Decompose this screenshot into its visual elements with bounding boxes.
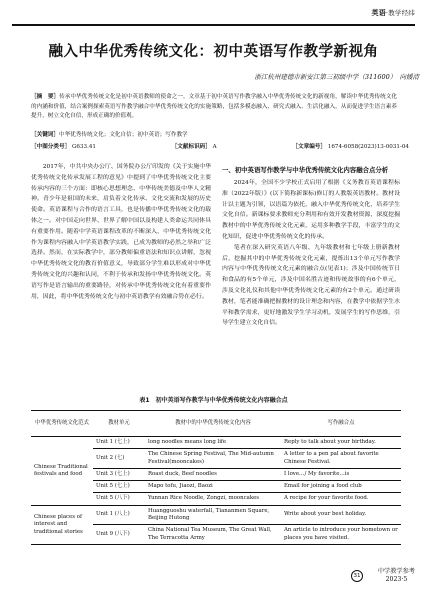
clc-value: G633.41	[71, 144, 96, 150]
doc-label: ［文献标识码］	[171, 144, 211, 150]
abstract-label: ［摘 要］	[31, 94, 60, 100]
header-rule	[12, 24, 415, 26]
table-row	[31, 437, 401, 449]
art-field	[292, 142, 409, 150]
author-line: 浙江杭州建德市新安江第三初级中学（311600） 向媛清	[254, 73, 419, 81]
journal-name: 中学教学参考	[377, 568, 415, 575]
journal-issue: 2023·5	[385, 576, 408, 583]
unit-cell: Unit 9 (八下)	[93, 525, 145, 545]
table-header-cell: 教材中的中华优秀传统文化内容	[145, 411, 281, 437]
unit-cell: Unit 5 (七上)	[93, 481, 145, 493]
unit-cell: Unit 2 (七)	[93, 449, 145, 469]
content-cell: Mapo tofu, Jiaozi, Baozi	[145, 481, 281, 493]
clc-label: ［中图分类号］	[31, 144, 71, 150]
category-cell: Chinese Traditional festivals and food	[31, 437, 93, 506]
table-row	[31, 505, 401, 525]
point-cell: Write about your best holiday.	[281, 505, 401, 525]
right-paragraph: 笔者在深入研究英语八年级、九年级教材和七年级上册新教材后，挖掘其中的中华优秀传统文化元素，提炼出13个单元写作教学内容与中华优秀传统文化元素的融合点(见表1)；涉及中国传统节日和食品的有5个单元，涉及中国名胜古迹和传统故事的有6个单元，涉及文化礼仪和其他中华优秀传统文化元素的有2个单元。通过研读教材，笔者能准确把握教材的设计理念和内容，在教学中依据学生水平和教学需求，更好地激发学生学习动机，发展学生的写作思维，引导学生建立文化自信。	[222, 244, 400, 327]
left-column	[31, 162, 211, 302]
category-cell: Chinese places of interest and traditional stories	[31, 505, 93, 544]
point-cell: A recipe for your favorite food.	[281, 493, 401, 505]
art-value: 1674-6058(2023)13-0031-04	[327, 144, 409, 150]
keywords	[31, 131, 397, 141]
content-cell: Yunnan Rice Noodle, Zongzi, mooncakes	[145, 493, 281, 505]
art-label: ［文章编号］	[292, 144, 326, 150]
section-name: 英语	[371, 9, 386, 17]
unit-cell: Unit 1 (七上)	[93, 437, 145, 449]
unit-cell: Unit 3 (七上)	[93, 468, 145, 480]
section-header	[372, 8, 415, 18]
page-number: 31	[351, 570, 363, 582]
content-cell: Roast duck, Beef noodles	[145, 468, 281, 480]
unit-cell: Unit 5 (八下)	[93, 493, 145, 505]
content-cell: China National Tea Museum, The Great Wall, The Terracotta Army	[145, 525, 281, 545]
content-cell: Huangguoshu waterfall, Tiananmen Square, Beijing Hutong	[145, 505, 281, 525]
content-cell: The Chinese Spring Festival, The Mid-autumn Festival(mooncakes)	[145, 449, 281, 469]
doc-value: A	[212, 144, 217, 150]
abstract	[31, 93, 397, 122]
classification-row	[31, 142, 409, 150]
doc-field	[172, 142, 217, 150]
table-header-cell: 中华优秀传统文化范式	[31, 411, 93, 437]
clc-field	[31, 142, 96, 150]
table-header-cell: 教材单元	[93, 411, 145, 437]
section-heading: 一、初中英语写作教学与中华优秀传统文化内容融合点分析	[222, 166, 389, 174]
keywords-label: ［关键词］	[31, 132, 59, 138]
content-cell: long noodles means long life	[145, 437, 281, 449]
keywords-text: 中华优秀传统文化；文化自信；初中英语；写作教学	[58, 132, 188, 138]
subsection-name: ·教学经纬	[385, 9, 415, 17]
unit-cell: Unit 1 (八上)	[93, 505, 145, 525]
point-cell: Reply to talk about your birthday.	[281, 437, 401, 449]
point-cell: I love…/ My favorite…is	[281, 468, 401, 480]
table-header-row	[31, 411, 401, 437]
point-cell: An article to introduce your hometown or places you have visited.	[281, 525, 401, 545]
right-paragraph: 2024年，全国不少学校正式启用了根据《义务教育英语课程标准（2022年版）》(以下简称新课标)修订的人教版英语教材。教材设计以主题为引领，以语篇为依托，融入中华优秀传统文化，培养学生文化自信。新课标要求教师充分利用和有效开发教材资源，深度挖掘教材中的中华优秀传统文化元素，运用多种教学手段，丰富学生的文化知识，促进中华优秀传统文化的传承。	[222, 180, 400, 240]
journal-logo	[378, 568, 415, 584]
abstract-text: 传承中华优秀传统文化是初中英语教师的使命之一。文章基于初中英语写作教学融入中华优秀传统文化的新视角，解读中华优秀传统文化的内涵和价值，结合案例探索英语写作教学融合中华优秀传统文化的实施策略，包括多模态融入、研究式融入、生活化融入，从而促进学生语言素养提升，树立文化自信，形成正确的价值观。	[31, 94, 397, 119]
integration-table	[31, 410, 401, 545]
point-cell: A letter to a pen pal about favorite Chinese Festival.	[281, 449, 401, 469]
article-title: 融入中华优秀传统文化：初中英语写作教学新视角	[48, 44, 379, 60]
point-cell: Email for joining a food club	[281, 481, 401, 493]
table-caption: 表1 初中英语写作教学与中华优秀传统文化内容融合点	[139, 397, 288, 404]
left-paragraph: 2017年，中共中央办公厅、国务院办公厅印发的《关于实施中华优秀传统文化传承发展工程的意见》中提到了中华优秀传统文化主要传承内容的三个方面：即核心思想理念、中华传统美德及中华人文精神。青少年是祖国的未来，肩负着文化传承、文化交流和发展的历史使命。英语课程与合作的语言工具，也是传播中华优秀传统文化的载体之一。对中国走向世界、世界了解中国以及构建人类命运共同体具有重要作用。随着中学英语课程改革的不断深入，中华优秀传统文化作为课程内容融入中学英语教学实践，已成为教师的必然之举和广泛选择。然而，在实际教学中，部分教师偏重语法和知识点讲解，忽视中华优秀传统文化的教育价值意义，导致部分学生难以形成对中华优秀传统文化的兴趣和认同，不利于传承和发扬中华优秀传统文化。英语写作是语言输出的重要路径，对传承中华优秀传统文化有着重要作用，因此，将中华优秀传统文化与初中英语教学有效融合势在必行。	[31, 164, 211, 300]
table-header-cell: 写作融合点	[281, 411, 401, 437]
right-column	[222, 165, 400, 329]
